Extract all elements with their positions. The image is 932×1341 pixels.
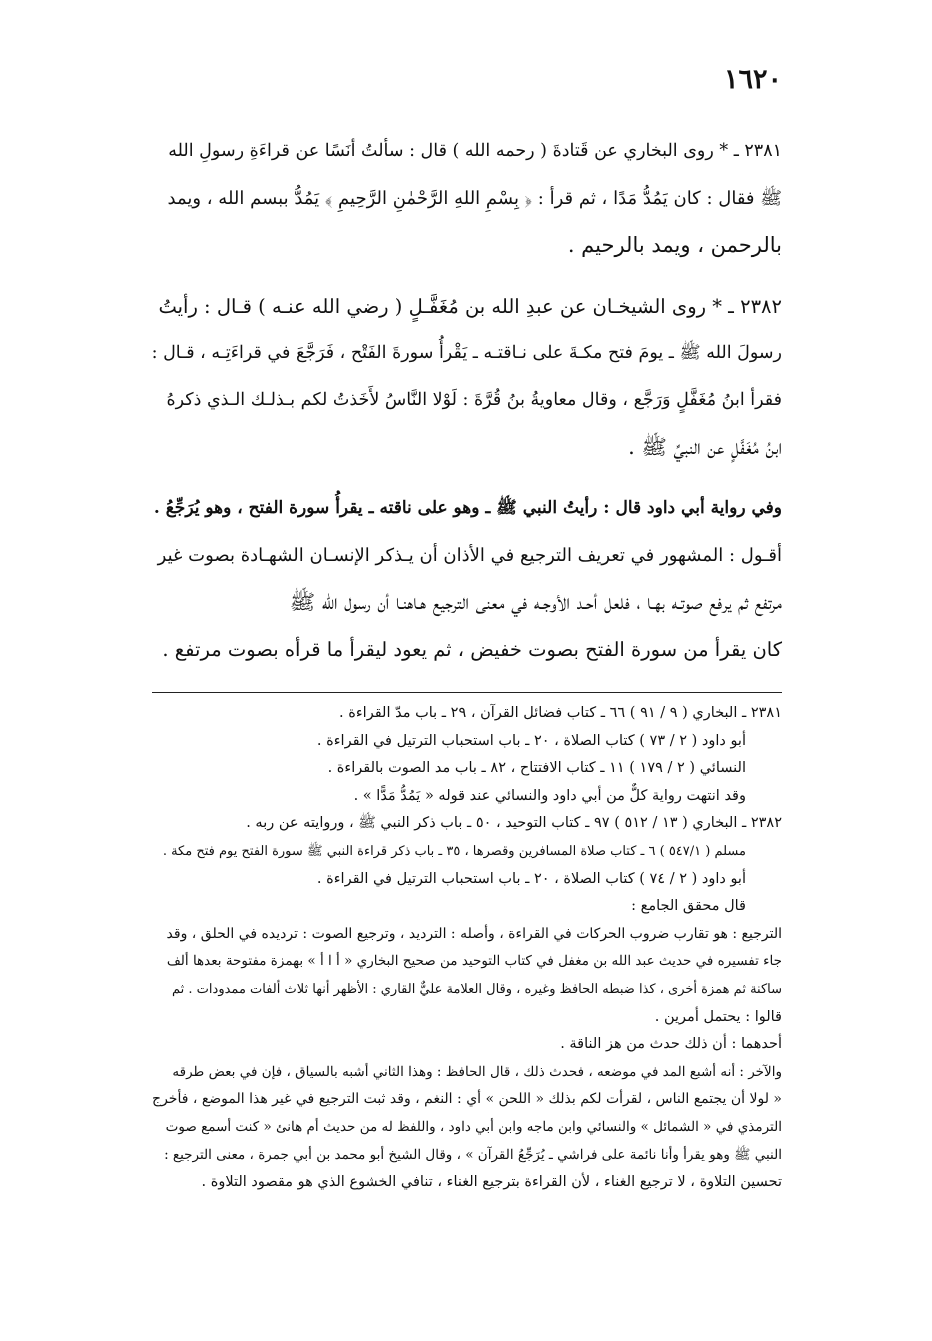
footnote-line: قال محقق الجامع : xyxy=(631,898,746,915)
footnote-line: الترمذي في « الشمائل » والنسائي وابن ماجه وابن أبي داود ، واللفظ له من حديث أم هانئ « كنت أسمع صوت xyxy=(165,1118,782,1135)
text-line: ابنُ مُغَفَّلٍ عن النبيِّ ﷺ . xyxy=(628,435,782,459)
footnote-line: تحسين التلاوة ، لا ترجيع الغناء ، لأن القراءة بترجيع الغناء ، تنافي الخشوع الذي هو مقصود التلاوة . xyxy=(201,1174,782,1191)
footnote-line: والآخر : أنه أشبع المد في موضعه ، فحدث ذلك ، قال الحافظ : وهذا الثاني أشبه بالسياق ، فإن في بعض طرقه xyxy=(172,1063,782,1080)
hadith-2381-paragraph xyxy=(152,128,782,269)
main-text xyxy=(152,128,782,687)
footnote-line: أبو داود ( ٢ / ٧٣ ) كتاب الصلاة ، ٢٠ ـ باب استحباب الترتيل في القراءة . xyxy=(316,732,746,749)
footnote-line: قالوا : يحتمل أمرين . xyxy=(654,1008,782,1025)
abu-dawud-narration xyxy=(152,485,782,532)
footnote-line: وقد انتهت رواية كلٌّ من أبي داود والنسائي عند قوله « يَمُدُّ مَدًّا » . xyxy=(353,787,746,804)
text-line: مرتفع ثم يرفع صوتـه بهـا ، فلعل أحـد الأوجـه في معنى الترجيع هـاهنـا أن رسول الله ﷺ xyxy=(289,590,782,614)
hadith-2382-paragraph xyxy=(152,283,782,471)
footnote-line: أبو داود ( ٢ / ٧٤ ) كتاب الصلاة ، ٢٠ ـ باب استحباب الترتيل في القراءة . xyxy=(316,870,746,887)
footnote-line: الترجيع : هو تقارب ضروب الحركات في القراءة ، وأصله : الترديد ، وترجيع الصوت : ترديده في الحلق ، وقد xyxy=(166,925,782,942)
text-line: وفي رواية أبي داود قال : رأيتُ النبي ﷺ ـ وهو على ناقته ـ يقرأُ سورة الفتح ، وهو يُرَجِّعُ . xyxy=(153,498,782,518)
footnote-divider xyxy=(152,692,782,693)
page-number: ١٦٢٠ xyxy=(723,64,782,95)
footnote-line: مسلم ( ٥٤٧/١ ) ٦ ـ كتاب صلاة المسافرين وقصرها ، ٣٥ ـ باب ذكر قراءة النبي ﷺ سورة الفتح يوم فتح مكة . xyxy=(162,843,746,859)
footnote-line: ٢٣٨١ ـ البخاري ( ٩ / ٩١ ) ٦٦ ـ كتاب فضائل القرآن ، ٢٩ ـ باب مدّ القراءة . xyxy=(339,705,782,721)
text-line: فقرأ ابنُ مُغَفَّلٍ وَرَجَّع ، وقال معاويةُ بنُ قُرَّةَ : لَوْلا النَّاسُ لأَخَذتُ لكم بـذلـك الـذي ذكرهُ xyxy=(166,390,782,410)
text-line: ﷺ فقال : كان يَمُدُّ مَدًا ، ثم قرأ : ﴿ بِسْمِ اللهِ الرَّحْمٰنِ الرَّحِيمِ ﴾ يَمُدُّ ببسم الله ، ويمد xyxy=(167,188,782,209)
text-line: بالرحمن ، ويمد بالرحيم . xyxy=(567,233,782,257)
footnote-line: ساكنة ثم همزة أخرى ، كذا ضبطه الحافظ وغيره ، وقال العلامة عليٌّ القاري : الأظهر أنها ثلاث ألفات ممدودات . ثم xyxy=(172,981,782,997)
footnote-line: النسائي ( ٢ / ١٧٩ ) ١١ ـ كتاب الافتتاح ، ٨٢ ـ باب مد الصوت بالقراءة . xyxy=(327,760,746,777)
text-line: أقـول : المشهور في تعريف الترجيع في الأذان أن يـذكر الإنسـان الشهـادة بصوت غير xyxy=(157,545,782,566)
text-line: ٢٣٨٢ ـ * روى الشيخـان عن عبدِ الله بن مُغَفَّـلٍ ( رضي الله عنـه ) قـال : رأيتُ xyxy=(158,295,782,318)
footnote-line: النبي ﷺ وهو يقرأ وأنا نائمة على فراشي ـ يُرَجِّعُ القرآن » ، وقال الشيخ أبو محمد بن أبي جمرة ، معنى الترجيع : xyxy=(164,1146,782,1163)
footnote-line: « لولا أن يجتمع الناس ، لقرأت لكم بذلك « اللحن » أي : النغم ، وقد ثبت الترجيع في غير هذا الموضع ، فأخرج xyxy=(152,1091,782,1108)
footnote-line: أحدهما : أن ذلك حدث من هز الناقة . xyxy=(560,1036,782,1053)
footnotes xyxy=(152,700,782,1197)
text-line: ٢٣٨١ ـ * روى البخاري عن قَتادةَ ( رحمه الله ) قال : سألتُ أنَسًا عن قراءَةِ رسولِ الله xyxy=(168,141,782,161)
footnote-line: ٢٣٨٢ ـ البخاري ( ١٣ / ٥١٢ ) ٩٧ ـ كتاب التوحيد ، ٥٠ ـ باب ذكر النبي ﷺ ، وروايته عن ربه . xyxy=(246,815,782,832)
footnote-line: جاء تفسيره في حديث عبد الله بن مغفل في كتاب التوحيد من صحيح البخاري « أ ا أ » بهمزة مفتوحة بعدها ألف xyxy=(166,953,782,970)
text-line: كان يقرأ من سورة الفتح بصوت خفيض ، ثم يعود ليقرأ ما قرأه بصوت مرتفع . xyxy=(162,638,782,661)
commentary-paragraph xyxy=(152,532,782,673)
text-line: رسولَ الله ﷺ ـ يومَ فتح مكـةَ على نـاقتـه ـ يَقْرأُ سورةَ الفَتْح ، فَرَجَّعَ في قراءَتِـه ، قـال : xyxy=(151,343,782,363)
